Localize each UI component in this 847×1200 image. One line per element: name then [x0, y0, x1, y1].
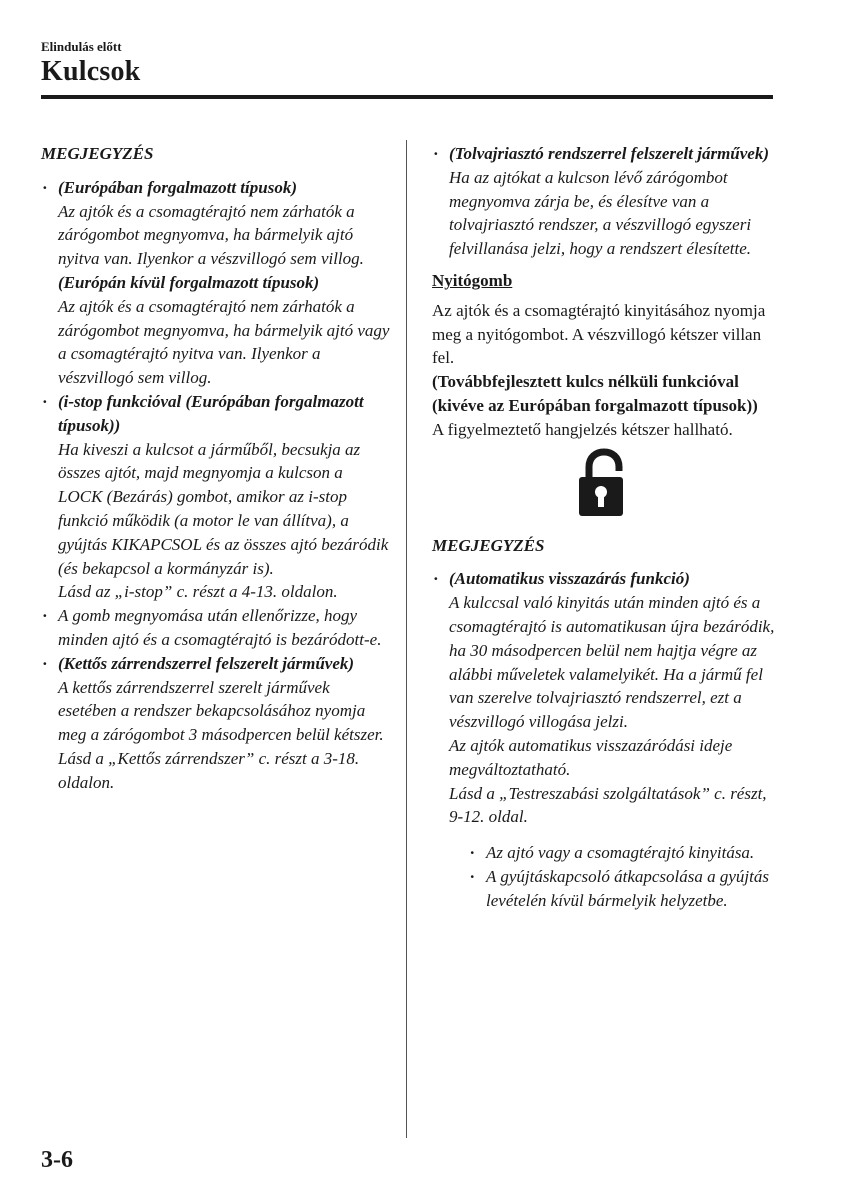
page-title: Kulcsok: [41, 56, 141, 87]
beep-paragraph: A figyelmeztető hangjelzés kétszer hallható.: [432, 419, 733, 439]
bullet-title: · (Automatikus visszazárás funkció): [449, 569, 690, 589]
right-column: [432, 142, 777, 913]
note-bullet-autolock: [432, 567, 777, 912]
bullet-text: · A gomb megnyomása után ellenőrizze, hogy minden ajtó és a csomagtérajtó is bezáródott-e.: [58, 606, 382, 649]
unlock-button-heading: Nyitógomb: [432, 270, 513, 290]
note-bullet-double-lock: [41, 652, 391, 795]
bullet-text: Az ajtók és a csomagtérajtó nem zárhatók a zárógombot megnyomva, ha bármelyik ajtó nyitva van. Ilyenkor a vészvillogó sem villog.: [58, 201, 364, 269]
bullet-title: · (Kettős zárrendszerrel felszerelt járművek): [58, 653, 355, 673]
bullet-title: · (i-stop funkcióval (Európában forgalmazott típusok)): [58, 391, 364, 435]
unlock-paragraph: Az ajtók és a csomagtérajtó kinyitásához nyomja meg a nyitógombot. A vészvillogó kétszer villan fel.: [432, 300, 766, 368]
bullet-text: A kettős zárrendszerrel szerelt járművek esetében a rendszer bekapcsolásához nyomja meg a zárógombot 3 másodpercen belül kétszer.: [58, 677, 384, 745]
sub-bullet-item: · A gyújtáskapcsoló átkapcsolása a gyújtás levételén kívül bármelyik helyzetbe.: [469, 865, 777, 913]
bullet-text: A kulccsal való kinyitás után minden ajtó és a csomagtérajtó is automatikusan újra bezáródik, ha 30 másodpercen belül nem hajtja végre az alábbi műveletek valamelyikét. Ha a jármű fel van szerelve tolvajriasztó rendszerrel, ezt a vészvillogó villogása jelzi.: [449, 593, 775, 732]
title-rule: [41, 95, 773, 99]
bullet-title: · (Tolvajriasztó rendszerrel felszerelt járművek): [449, 144, 769, 163]
bullet-reference: Lásd az „i-stop” c. részt a 4-13. oldalon.: [58, 582, 338, 602]
bullet-text: Az ajtók és a csomagtérajtó nem zárhatók a zárógombot megnyomva, ha bármelyik ajtó vagy a csomagtérajtó nyitva van. Ilyenkor a vészvillogó sem villog.: [58, 296, 390, 388]
bullet-reference: Lásd a „Kettős zárrendszer” c. részt a 3-18. oldalon.: [58, 748, 360, 792]
left-column: [41, 142, 391, 795]
note-bullet-istop: [41, 390, 391, 604]
bullet-text: Ha az ajtókat a kulcson lévő zárógombot megnyomva zárja be, és élesítve van a tolvajriasztó rendszer, a vészvillogó egyszeri felvillanása jelzi, hogy a rendszert élesítette.: [449, 167, 752, 259]
page-number: 3-6: [41, 1147, 73, 1173]
bullet-reference: Lásd a „Testreszabási szolgáltatások” c. részt, 9-12. oldal.: [449, 783, 767, 827]
note-bullet-europe: [41, 176, 391, 390]
bullet-text: Ha kiveszi a kulcsot a járműből, becsukja az összes ajtót, majd megnyomja a kulcson a LOCK (Bezárás) gombot, amikor az i-stop funkció működik (a motor le van állítva), a gyújtás KIKAPCSOL és az összes ajtó bezáródik (és bekapcsol a kormányzár is).: [58, 439, 389, 578]
sub-bullet-item: · Az ajtó vagy a csomagtérajtó kinyitása.: [469, 841, 777, 865]
note-heading: MEGJEGYZÉS: [41, 144, 154, 163]
bullet-title: · (Európában forgalmazott típusok): [58, 177, 297, 197]
section-label: Elindulás előtt: [41, 39, 122, 54]
note-heading: MEGJEGYZÉS: [432, 535, 545, 555]
sub-bullet-list: [449, 841, 777, 912]
unlock-icon: [432, 448, 777, 524]
bullet-title: (Európán kívül forgalmazott típusok): [58, 272, 320, 292]
keyless-paragraph: (Továbbfejlesztett kulcs nélküli funkcióval (kivéve az Európában forgalmazott típusok)): [432, 372, 758, 415]
note-bullet-alarm: [432, 142, 777, 261]
note-bullet-check: [41, 604, 391, 652]
bullet-text: Az ajtók automatikus visszazáródási ideje megváltoztatható.: [449, 735, 733, 779]
column-divider: [406, 140, 407, 1138]
